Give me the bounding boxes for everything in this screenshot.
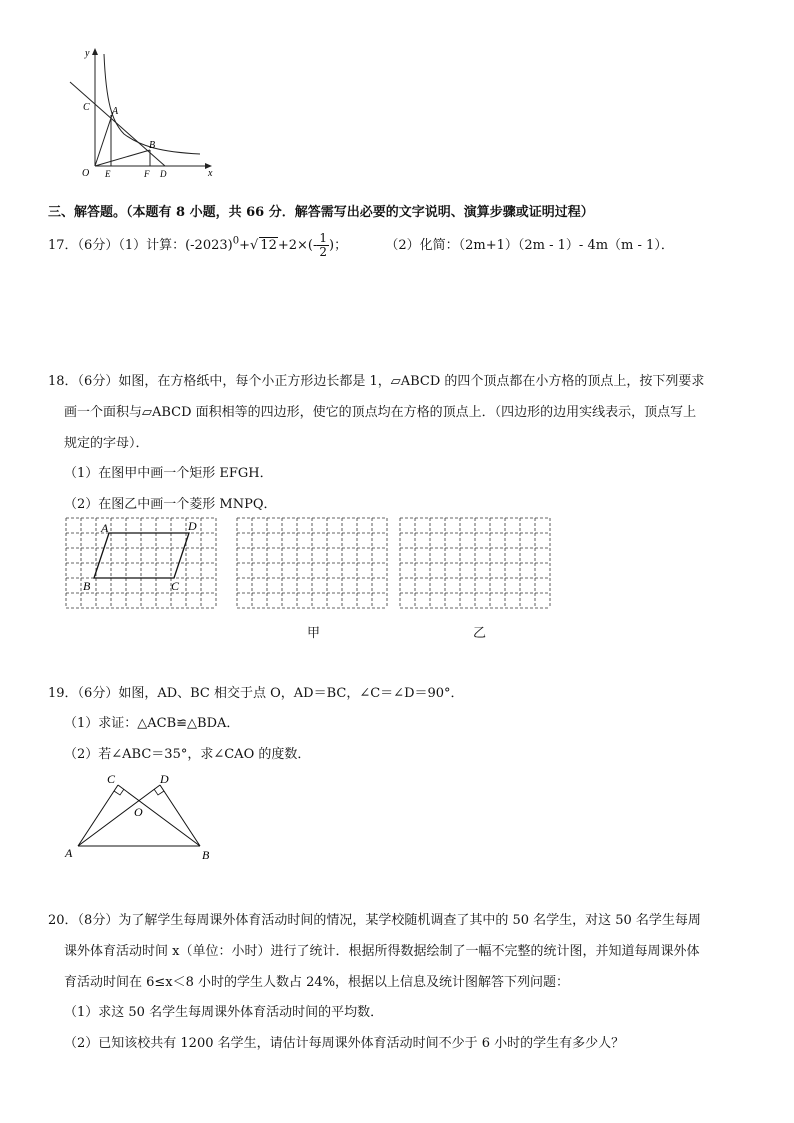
label-x: x — [208, 168, 213, 179]
q17-num: 17．（6分）（1）计算： — [48, 238, 186, 253]
grid-yi — [398, 517, 552, 611]
tri-label-B: B — [202, 848, 210, 862]
q17-fraction — [317, 232, 329, 259]
grid-jia — [235, 517, 389, 611]
label-D: D — [160, 169, 167, 179]
triangle-figure — [60, 770, 220, 865]
q18-sub2: （2）在图乙中画一个菱形 MNPQ． — [64, 497, 277, 512]
label-y: y — [85, 48, 90, 59]
sqrt-sign: √ — [250, 238, 259, 253]
tri-label-C: C — [107, 772, 116, 786]
q18-sub1: （1）在图甲中画一个矩形 EFGH． — [64, 466, 273, 481]
q17-radicand: 12 — [260, 238, 277, 253]
grid-abcd — [64, 517, 218, 611]
label-B: B — [149, 140, 156, 151]
label-C: C — [83, 102, 90, 113]
tri-label-O: O — [134, 805, 143, 819]
q18-line2: 画一个面积与▱ABCD 面积相等的四边形，使它的顶点均在方格的顶点上．（四边形的边用实线表示，顶点写上 — [64, 405, 697, 420]
label-A: A — [112, 106, 119, 117]
grid-label-A: A — [101, 521, 109, 535]
q17-frac-num: 1 — [319, 231, 328, 245]
q17-p1-exp: 0 — [232, 235, 240, 247]
q20-line2: 课外体育活动时间 x（单位：小时）进行了统计．根据所得数据绘制了一幅不完整的统计图，并知道每周课外体 — [64, 944, 700, 959]
q20-sub2: （2）已知该校共有 1200 名学生，请估计每周课外体育活动时间不少于 6 小时的学生有多少人？ — [64, 1036, 625, 1051]
q17-part2: （2）化简：（2m+1）（2m - 1）- 4m（m - 1）． — [385, 238, 674, 253]
q18-line3: 规定的字母）． — [64, 436, 149, 451]
grid-label-D: D — [188, 519, 197, 533]
label-F: F — [144, 169, 150, 179]
tri-label-A: A — [65, 846, 73, 860]
section3-heading: 三、解答题。（本题有 8 小题，共 66 分．解答需写出必要的文字说明、演算步骤或证明过程） — [48, 205, 594, 220]
q20-sub1: （1）求这 50 名学生每周课外体育活动时间的平均数． — [64, 1005, 384, 1020]
caption-jia: 甲 — [307, 626, 321, 641]
hyperbola-figure — [60, 42, 220, 182]
tri-label-D: D — [160, 772, 169, 786]
q17-p1-a: (-2023) — [185, 238, 233, 253]
q19-line1: 19．（6分）如图，AD、BC 相交于点 O，AD＝BC，∠C＝∠D＝90°． — [48, 686, 464, 701]
grid-label-C: C — [171, 579, 180, 593]
q17-frac-den: 2 — [319, 245, 328, 259]
q17-p1-c: +2×(- — [277, 238, 318, 253]
caption-yi: 乙 — [473, 626, 487, 641]
q17-p1-d: )； — [329, 238, 348, 253]
q20-line3: 育活动时间在 6≤x＜8 小时的学生人数占 24%，根据以上信息及统计图解答下列问题： — [64, 975, 570, 990]
grid-label-B: B — [83, 579, 91, 593]
q17-line — [48, 232, 674, 259]
q19-sub1: （1）求证：△ACB≌△BDA． — [64, 716, 240, 731]
q20-line1: 20．（8分）为了解学生每周课外体育活动时间的情况，某学校随机调查了其中的 50 名学生，对这 50 名学生每周 — [48, 913, 701, 928]
q17-p1-b: + — [239, 238, 250, 253]
q18-line1: 18．（6分）如图，在方格纸中，每个小正方形边长都是 1，▱ABCD 的四个顶点都在小方格的顶点上，按下列要求 — [48, 374, 705, 389]
q19-sub2: （2）若∠ABC＝35°，求∠CAO 的度数． — [64, 747, 311, 762]
label-E: E — [105, 169, 111, 179]
label-O: O — [82, 168, 90, 179]
